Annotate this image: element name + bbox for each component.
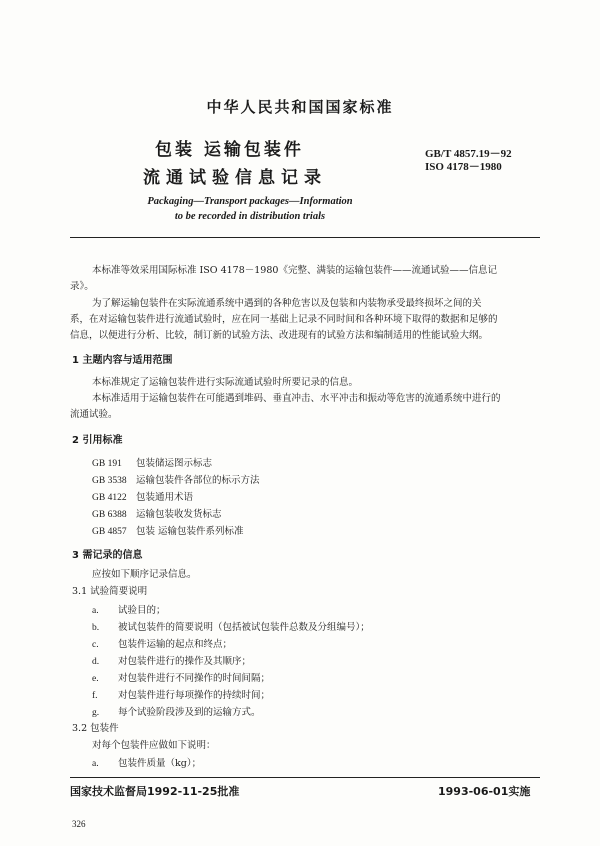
- ref-title: 包装 运输包装件系列标准: [136, 526, 244, 537]
- ref-code: GB 4857: [92, 527, 127, 537]
- list-item-g: [92, 704, 261, 718]
- intro-p1-line1: 本标准等效采用国际标准 ISO 4178－1980《完整、满装的运输包装件——流通试验——信息记: [92, 265, 497, 276]
- title-line-2: 流通试验信息记录: [143, 168, 327, 188]
- standard-number-iso: ISO 4178－1980: [425, 161, 502, 173]
- section-1-line2: 本标准适用于运输包装件在可能遇到堆码、垂直冲击、水平冲击和振动等危害的流通系统中进行的: [92, 393, 501, 404]
- item-text: 对包装件进行每项操作的持续时间；: [118, 690, 271, 701]
- section-1-line3: 流通试验。: [70, 409, 118, 420]
- ref-title: 运输包装收发货标志: [136, 509, 222, 520]
- item-text: 每个试验阶段涉及到的运输方式。: [118, 707, 261, 718]
- ref-code: GB 6388: [92, 510, 127, 520]
- item-letter: a.: [92, 759, 99, 769]
- intro-p2-line3: 信息，以便进行分析、比较，制订新的试验方法、改进现有的试验方法和编制适用的性能试验大纲。: [70, 330, 489, 341]
- ref-title: 包装通用术语: [136, 492, 194, 503]
- list-item-e: [92, 670, 270, 684]
- item-letter: g.: [92, 708, 100, 718]
- intro-p2-line1: 为了解运输包装件在实际流通系统中遇到的各种危害以及包装和内装物承受最终损坏之间的关: [92, 298, 482, 309]
- item-letter: d.: [92, 657, 100, 667]
- section-2-heading: 2 引用标准: [72, 435, 123, 446]
- ref-gb4122: [92, 489, 193, 503]
- section-3-2-intro: 对每个包装件应做如下说明：: [92, 740, 216, 751]
- ref-gb3538: [92, 472, 260, 486]
- english-title-line-2: to be recorded in distribution trials: [174, 211, 326, 222]
- item-text: 对包装件进行的操作及其顺序；: [118, 656, 252, 667]
- section-3-2-heading: 3.2 包装件: [72, 723, 119, 734]
- standard-number-gb: GB/T 4857.19－92: [425, 148, 512, 160]
- section-1-heading: 1 主题内容与适用范围: [72, 355, 173, 366]
- list-item-c: [92, 636, 232, 650]
- item-text: 对包装件进行不同操作的时间间隔；: [118, 673, 271, 684]
- effective-date: 1993-06-01实施: [438, 785, 531, 798]
- item-text: 试验目的；: [118, 605, 166, 616]
- english-title-line-1: Packaging—Transport packages—Information: [147, 196, 353, 207]
- item-letter: b.: [92, 623, 100, 633]
- item-letter: c.: [92, 640, 99, 650]
- item-text: 包装件质量（kg）；: [118, 758, 202, 769]
- item-text: 被试包装件的简要说明（包括被试包装件总数及分组编号）；: [118, 622, 370, 633]
- list-item-3-2-a: [92, 755, 201, 769]
- intro-p2-line2: 系，在对运输包装件进行流通试验时，应在同一基础上记录不同时间和各种环境下取得的数据和足够的: [70, 314, 498, 325]
- title-line-1: 包装 运输包装件: [155, 140, 304, 160]
- ref-code: GB 4122: [92, 493, 127, 503]
- ref-gb4857: [92, 523, 244, 537]
- item-letter: f.: [92, 691, 98, 701]
- bottom-rule: [70, 777, 540, 778]
- section-1-line1: 本标准规定了运输包装件进行实际流通试验时所要记录的信息。: [92, 377, 359, 388]
- document-header: 中华人民共和国国家标准: [206, 98, 394, 116]
- page-number: 326: [72, 819, 86, 829]
- section-3-intro: 应按如下顺序记录信息。: [92, 569, 197, 580]
- list-item-b: [92, 619, 370, 633]
- ref-code: GB 191: [92, 459, 122, 469]
- item-letter: e.: [92, 674, 99, 684]
- ref-code: GB 3538: [92, 476, 127, 486]
- list-item-f: [92, 687, 270, 701]
- approval-date: 国家技术监督局1992-11-25批准: [70, 785, 240, 798]
- item-letter: a.: [92, 606, 99, 616]
- ref-title: 包装储运图示标志: [136, 458, 213, 469]
- ref-gb6388: [92, 506, 222, 520]
- list-item-a: [92, 602, 166, 616]
- section-3-heading: 3 需记录的信息: [72, 550, 143, 561]
- section-3-1-heading: 3.1 试验简要说明: [72, 586, 148, 597]
- item-text: 包装件运输的起点和终点；: [118, 639, 233, 650]
- intro-p1-line2: 录》。: [70, 281, 94, 292]
- ref-gb191: [92, 455, 212, 469]
- list-item-d: [92, 653, 251, 667]
- top-rule: [70, 237, 540, 238]
- ref-title: 运输包装件各部位的标示方法: [136, 475, 260, 486]
